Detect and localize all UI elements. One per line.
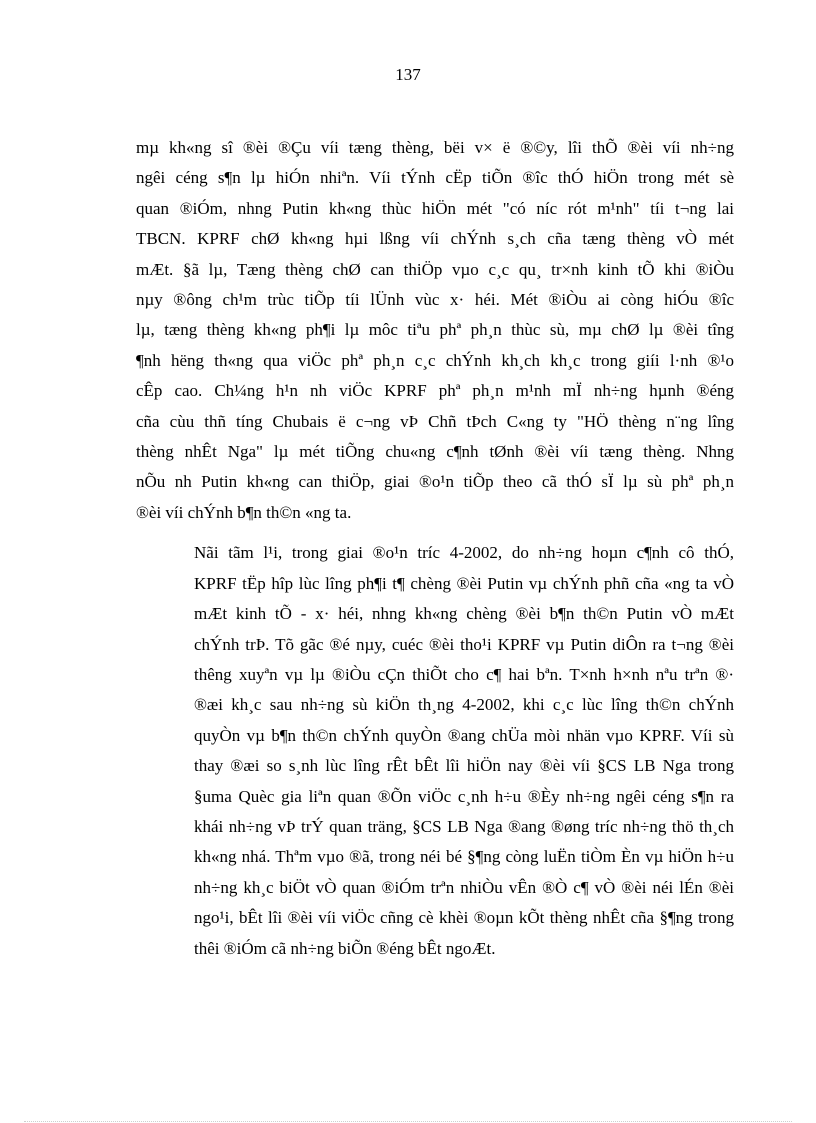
text-line: TBCN. KPRF chØ kh«ng hµi lßng víi chÝnh s¸ch cña tæng thèng vÒ mét <box>136 229 734 249</box>
text-line: ngo¹i, bÊt lîi ®èi víi viÖc cñng cè khèi ®oµn kÕt thèng nhÊt cña §¶ng trong <box>194 908 734 928</box>
text-line: nh÷ng kh¸c biÖt vÒ quan ®iÓm trªn nhiÒu vÊn ®Ò c¶ vÒ ®èi néi lÉn ®èi <box>194 877 734 897</box>
paragraph <box>136 538 734 964</box>
text-line: lµ, tæng thèng kh«ng ph¶i lµ môc tiªu phª ph¸n thùc sù, mµ chØ lµ ®èi tîng <box>136 320 734 340</box>
text-line: mÆt. §ã lµ, Tæng thèng chØ can thiÖp vµo c¸c qu¸ tr×nh kinh tÕ khi ®iÒu <box>136 259 734 279</box>
text-line: cña cùu thñ tíng Chubais ë c¬ng vÞ Chñ tÞch C«ng ty "HÖ thèng n¨ng lîng <box>136 411 734 431</box>
text-line: nÕu nh Putin kh«ng can thiÖp, giai ®o¹n tiÕp theo cã thÓ sÏ lµ sù phª ph¸n <box>136 472 734 492</box>
text-line: ®æi kh¸c sau nh÷ng sù kiÖn th¸ng 4-2002, khi c¸c lùc lîng th©n chÝnh <box>194 695 734 715</box>
text-line: quyÒn vµ b¶n th©n chÝnh quyÒn ®ang chÜa mòi nhän vµo KPRF. Víi sù <box>194 725 734 745</box>
text-line: chÝnh trÞ. Tõ gãc ®é nµy, cuéc ®èi tho¹i KPRF vµ Putin diÔn ra t¬ng ®èi <box>194 634 734 654</box>
text-line: kh«ng nhá. Thªm vµo ®ã, trong néi bé §¶ng còng luËn tiÒm Èn vµ hiÖn h÷u <box>194 847 734 867</box>
text-line: khái nh÷ng vÞ trÝ quan träng, §CS LB Nga ®ang ®øng tríc nh÷ng thö th¸ch <box>194 816 734 836</box>
paragraph <box>136 133 734 528</box>
text-line: thèng nhÊt Nga" lµ mét tiÕng chu«ng c¶nh tØnh ®èi víi tæng thèng. Nhng <box>136 442 734 462</box>
text-line: thêi ®iÓm cã nh÷ng biÕn ®éng bÊt ngoÆt. <box>194 938 496 958</box>
page-bottom-border <box>24 1121 792 1122</box>
text-line: quan ®iÓm, nhng Putin kh«ng thùc hiÖn mét "có níc rót m¹nh" tíi t¬ng lai <box>136 198 734 218</box>
text-line: thêng xuyªn vµ lµ ®iÒu cÇn thiÕt cho c¶ hai bªn. T×nh h×nh nªu trªn ®· <box>194 664 734 684</box>
text-line: ¶nh hëng th«ng qua viÖc phª ph¸n c¸c chÝnh kh¸ch kh¸c trong giíi l·nh ®¹o <box>136 350 734 370</box>
text-line: ®èi víi chÝnh b¶n th©n «ng ta. <box>136 502 352 522</box>
text-line: Nãi tãm l¹i, trong giai ®o¹n tríc 4-2002, do nh÷ng hoµn c¶nh cô thÓ, <box>194 543 734 563</box>
text-line: nµy ®ông ch¹m trùc tiÕp tíi lÜnh vùc x· héi. Mét ®iÒu ai còng hiÓu ®îc <box>136 290 734 310</box>
text-line: KPRF tËp hîp lùc lîng ph¶i t¶ chèng ®èi Putin vµ chÝnh phñ cña «ng ta vÒ <box>194 573 734 593</box>
body-text <box>136 133 734 964</box>
text-line: mÆt kinh tÕ - x· héi, nhng kh«ng chèng ®èi b¶n th©n Putin vÒ mÆt <box>194 604 734 624</box>
text-line: ngêi céng s¶n lµ hiÓn nhiªn. Víi tÝnh cËp tiÕn ®îc thÓ hiÖn trong mét sè <box>136 168 734 188</box>
text-line: thay ®æi so s¸nh lùc lîng rÊt bÊt lîi hiÖn nay ®èi víi §CS LB Nga trong <box>194 756 734 776</box>
text-line: cÊp cao. Ch¼ng h¹n nh viÖc KPRF phª ph¸n m¹nh mÏ nh÷ng hµnh ®éng <box>136 381 734 401</box>
text-line: §uma Quèc gia liªn quan ®Õn viÖc c¸nh h÷u ®Èy nh÷ng ngêi céng s¶n ra <box>194 786 734 806</box>
text-line: mµ kh«ng sî ®èi ®Çu víi tæng thèng, bëi v× ë ®©y, lîi thÕ ®èi víi nh÷ng <box>136 138 734 157</box>
page-number: 137 <box>395 65 421 84</box>
